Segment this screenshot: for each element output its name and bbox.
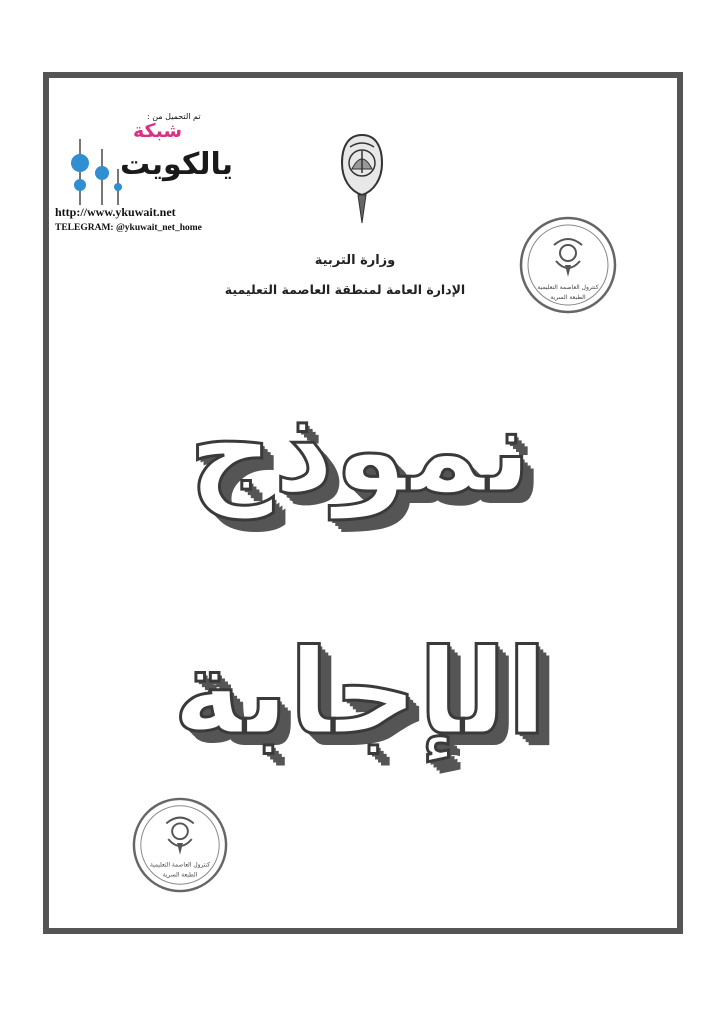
stamp-bottom-line2: الطبعة السرية xyxy=(162,872,198,879)
watermark-brand-main: يالكويت xyxy=(120,147,234,182)
watermark-telegram: TELEGRAM: @ykuwait_net_home xyxy=(55,223,202,233)
directorate-name: الإدارة العامة لمنطقة العاصمة التعليمية xyxy=(224,282,466,297)
stamp-bottom-line1: كنترول العاصمة التعليمية xyxy=(149,862,211,869)
control-stamp-top xyxy=(518,215,618,315)
stamp-top-line1: كنترول العاصمة التعليمية xyxy=(537,284,599,291)
title-line2: الإجابة xyxy=(172,623,548,761)
control-stamp-bottom xyxy=(130,796,230,894)
watermark-url: http://www.ykuwait.net xyxy=(55,205,176,219)
ministry-header xyxy=(200,253,490,297)
watermark-logo xyxy=(55,107,234,237)
watermark-caption: تم التحميل من : xyxy=(147,112,201,121)
stamp-top-line2: الطبعة السرية xyxy=(550,294,586,301)
title-line1: نموذج xyxy=(188,381,532,519)
ministry-name: وزارة التربية xyxy=(314,253,396,268)
watermark-brand-top: شبكة xyxy=(133,120,183,142)
kuwait-emblem-icon xyxy=(340,133,384,225)
kuwait-towers-icon xyxy=(60,139,130,205)
